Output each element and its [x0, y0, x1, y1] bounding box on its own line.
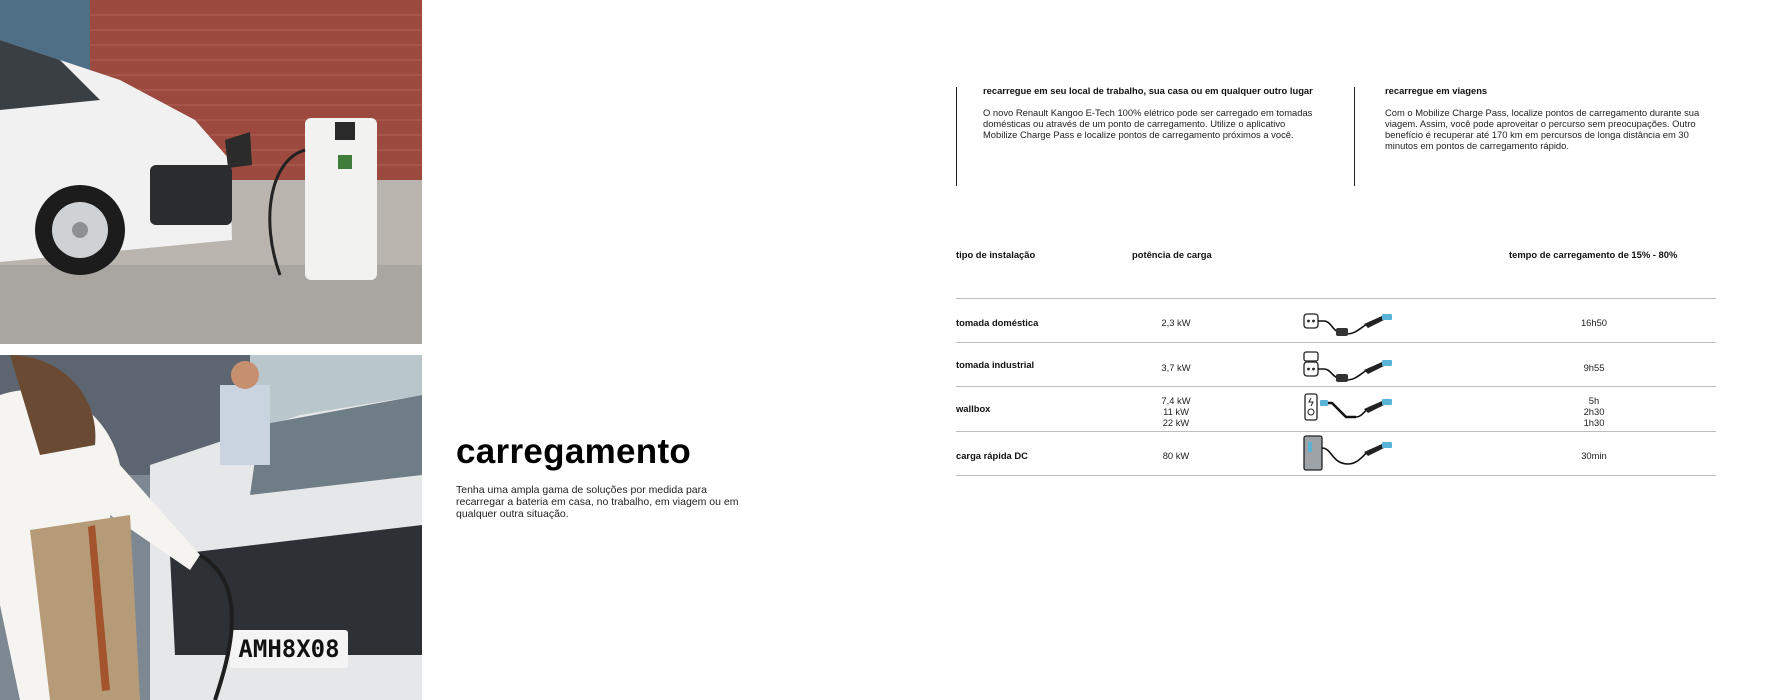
- domestic-socket-cable-icon: [1302, 306, 1402, 344]
- dc-fast-charger-cable-icon: [1302, 434, 1402, 472]
- table-row-divider: [956, 475, 1716, 476]
- table-row-power: 2,3 kW: [1161, 317, 1191, 328]
- header-installation-type: tipo de instalação: [956, 249, 1036, 260]
- table-row-power: 7,4 kW 11 kW 22 kW: [1161, 395, 1191, 428]
- info-text-travel: Com o Mobilize Charge Pass, localize pontos de carregamento durante sua viagem. Assim, você pode aproveitar o percurso sem preocupações. Outro benefício é recuperar até 170 km em percursos de longa distância em 30 minutos em pontos de carregamento rápido.: [1385, 107, 1700, 151]
- table-row-time: 16h50: [1580, 317, 1608, 328]
- table-row-type: tomada industrial: [956, 359, 1035, 370]
- table-row-type: tomada doméstica: [956, 317, 1039, 328]
- header-charge-power: potência de carga: [1132, 249, 1212, 260]
- table-row-type: carga rápida DC: [956, 450, 1028, 461]
- industrial-socket-cable-icon: [1302, 348, 1402, 386]
- table-row-type: wallbox: [956, 403, 991, 414]
- table-row-divider: [956, 431, 1716, 432]
- table-row-time: 9h55: [1583, 362, 1605, 373]
- info-text-home-work: O novo Renault Kangoo E-Tech 100% elétrico pode ser carregado em tomadas domésticas ou através de um ponto de carregamento. Utilize o aplicativo Mobilize Charge Pass e localize pontos de carregamento próximos a você.: [983, 107, 1313, 140]
- charging-station-photo: [0, 0, 422, 344]
- license-plate-text: AMH8X08: [238, 635, 340, 663]
- header-charge-time: tempo de carregamento de 15% - 80%: [1509, 249, 1678, 260]
- table-row-divider: [956, 298, 1716, 299]
- info-title-home-work: recarregue em seu local de trabalho, sua casa ou em qualquer outro lugar: [983, 85, 1313, 96]
- plug-in-van-photo: [0, 355, 422, 700]
- column-divider: [1354, 87, 1355, 186]
- section-description: Tenha uma ampla gama de soluções por medida para recarregar a bateria em casa, no trabalho, em viagem ou em qualquer outra situação.: [456, 484, 739, 520]
- section-title: carregamento: [456, 432, 692, 471]
- table-row-divider: [956, 386, 1716, 387]
- table-row-time: 30min: [1581, 450, 1607, 461]
- column-divider: [956, 87, 957, 186]
- wallbox-cable-icon: [1302, 391, 1402, 429]
- table-row-power: 80 kW: [1162, 450, 1190, 461]
- info-title-travel: recarregue em viagens: [1385, 85, 1488, 96]
- table-row-power: 3,7 kW: [1161, 362, 1191, 373]
- table-row-time: 5h 2h30 1h30: [1583, 395, 1605, 428]
